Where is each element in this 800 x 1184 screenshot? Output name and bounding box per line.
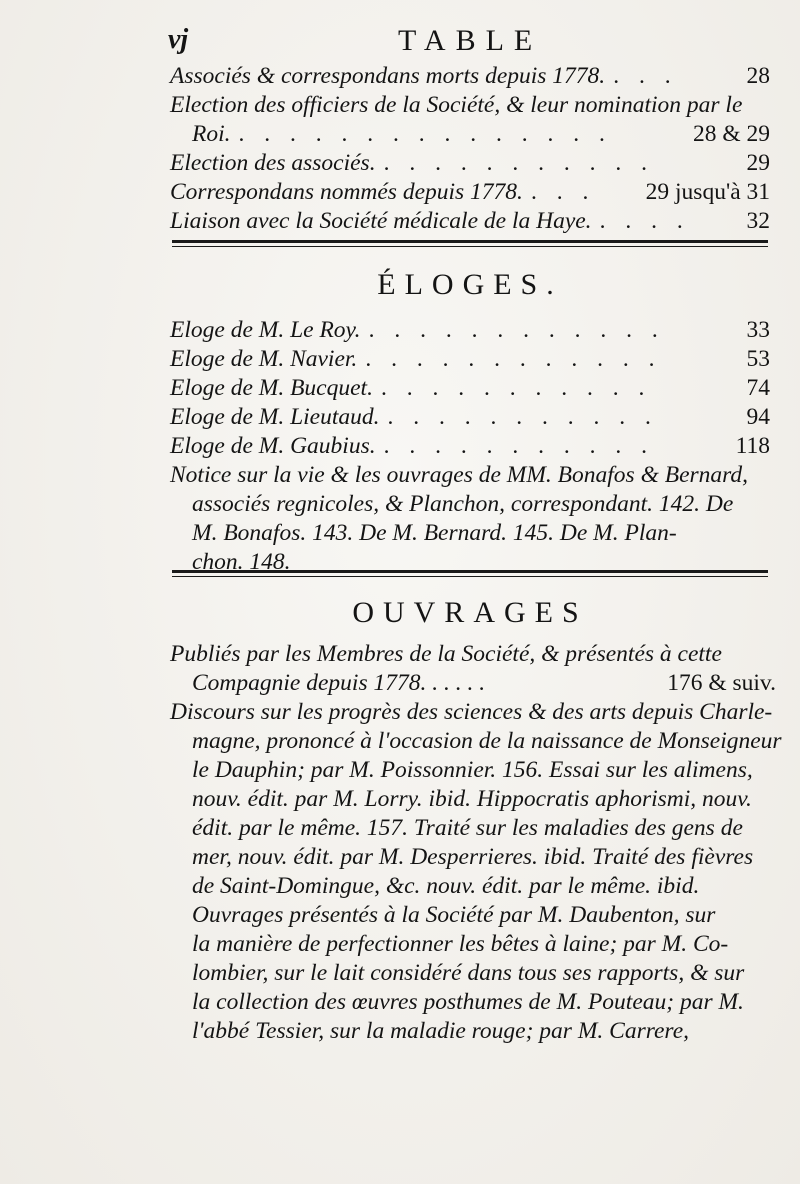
text-line: lombier, sur le lait considéré dans tous ses rapports, & sur (192, 960, 745, 986)
page-number: 118 (735, 433, 770, 459)
text-line: la manière de perfectionner les bêtes à laine; par M. Co- (192, 931, 729, 957)
toc-entry: Eloge de M. Lieutaud. . . . . . . . . . . . 94 (170, 404, 770, 430)
toc-entry: Election des officiers de la Société, & leur nomination par le (170, 92, 743, 118)
eloges-entries (170, 316, 770, 577)
toc-entry: Election des associés. . . . . . . . . . . . 29 (170, 150, 770, 176)
text-line: l'abbé Tessier, sur la maladie rouge; par M. Carrere, (192, 1018, 689, 1044)
text-line: Publiés par les Membres de la Société, & présentés à cette (170, 641, 722, 667)
ouvrages-title: OUVRAGES (352, 596, 588, 629)
toc-entry: Correspondans nommés depuis 1778. . . . 29 jusqu'à 31 (170, 179, 770, 205)
notice-line: chon. 148. (192, 549, 291, 575)
page-number: 29 (746, 150, 770, 176)
ouvrages-text (170, 640, 782, 1046)
page-number: 29 jusqu'à 31 (645, 179, 770, 205)
page-number: 28 (746, 63, 770, 89)
text-line: le Dauphin; par M. Poissonnier. 156. Essai sur les alimens, (192, 757, 753, 783)
page-number: 32 (746, 208, 770, 234)
notice-line: M. Bonafos. 143. De M. Bernard. 145. De M. Plan- (192, 520, 677, 546)
toc-entry: Liaison avec la Société médicale de la Haye. . . . . 32 (170, 208, 770, 234)
toc-entry: Roi. . . . . . . . . . . . . . . . 28 & 29 (192, 121, 770, 147)
page-number: 176 & suiv. (667, 670, 776, 696)
text-line: édit. par le même. 157. Traité sur les maladies des gens de (192, 815, 743, 841)
page-header (168, 20, 768, 60)
folio: vj (168, 24, 189, 55)
text-line: Discours sur les progrès des sciences & des arts depuis Charle- (170, 699, 773, 725)
text-line: de Saint-Domingue, &c. nouv. édit. par le même. ibid. (192, 873, 700, 899)
page-number: 33 (746, 317, 770, 343)
toc-entry: Eloge de M. Le Roy. . . . . . . . . . . . . 33 (170, 317, 770, 343)
page-number: 53 (746, 346, 770, 372)
toc-entry: Associés & correspondans morts depuis 1778. . . . 28 (170, 63, 770, 89)
text-line: magne, prononcé à l'occasion de la naissance de Monseigneur (192, 728, 782, 754)
text-line: mer, nouv. édit. par M. Desperrieres. ibid. Traité des fièvres (192, 844, 754, 870)
eloges-title: ÉLOGES. (377, 268, 563, 301)
running-head: TABLE (398, 24, 543, 57)
text-line: Ouvrages présentés à la Société par M. Daubenton, sur (192, 902, 716, 928)
page-number: 74 (746, 375, 770, 401)
text-line: nouv. édit. par M. Lorry. ibid. Hippocratis aphorismi, nouv. (192, 786, 752, 812)
section-rule (172, 240, 768, 243)
text-line: Compagnie depuis 1778. . . . . . 176 & suiv. (192, 670, 776, 696)
page-number: 94 (746, 404, 770, 430)
top-entries (170, 62, 770, 236)
toc-entry: Eloge de M. Bucquet. . . . . . . . . . . . 74 (170, 375, 770, 401)
text-line: la collection des œuvres posthumes de M. Pouteau; par M. (192, 989, 744, 1015)
toc-entry: Eloge de M. Gaubius. . . . . . . . . . . . 118 (170, 433, 770, 459)
notice-line: associés regnicoles, & Planchon, correspondant. 142. De (192, 491, 734, 517)
toc-entry: Eloge de M. Navier. . . . . . . . . . . . . 53 (170, 346, 770, 372)
notice-line: Notice sur la vie & les ouvrages de MM. Bonafos & Bernard, (170, 462, 749, 488)
page-number: 28 & 29 (692, 121, 770, 147)
